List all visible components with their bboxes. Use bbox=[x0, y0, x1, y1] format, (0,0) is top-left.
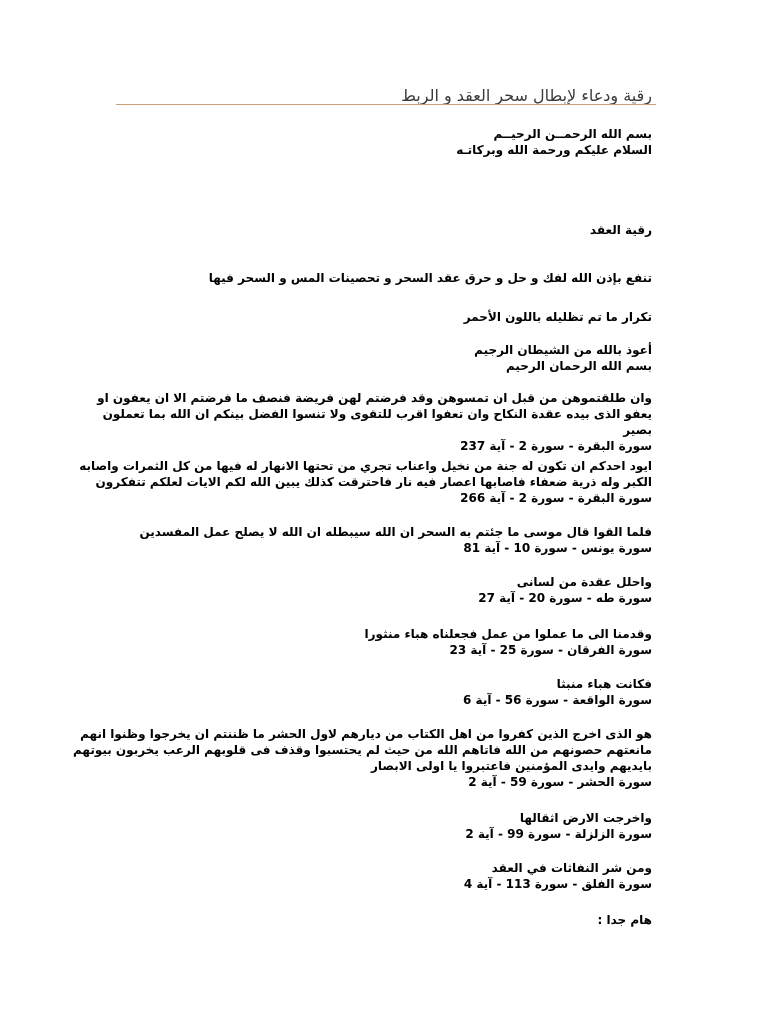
section-heading: رقية العقد bbox=[589, 223, 652, 237]
verse-block bbox=[112, 574, 652, 606]
verse-text: واخرجت الارض اثقالها bbox=[519, 811, 652, 825]
verse-text: هو الذى اخرج الذين كفروا من اهل الكتاب من ديارهم لاول الحشر ما ظننتم ان يخرجوا وظنوا انهم مانعتهم حصونهم من الله فاتاهم الله من حيث لم يحتسبوا وقذف فى قلوبهم الرعب يخربون بيوتهم بايديهم وايدى المؤمنين فاعتبروا يا اولى الابصار bbox=[72, 727, 652, 773]
salam-line: السلام عليكم ورحمة الله وبركاتـه bbox=[456, 143, 652, 157]
basmala-line: بسم الله الرحمــن الرحيــم bbox=[493, 127, 652, 141]
verse-reference: سورة الزلزلة - سورة 99 - آية 2 bbox=[465, 827, 652, 841]
verse-block bbox=[112, 626, 652, 658]
greeting-block bbox=[112, 126, 652, 158]
verse-text: ومن شر النفاثات في العقد bbox=[491, 861, 652, 875]
document-title: رقية ودعاء لإبطال سحر العقد و الربط bbox=[401, 86, 652, 105]
verse-reference: سورة البقرة - سورة 2 - آية 237 bbox=[460, 439, 652, 453]
verse-reference: سورة الفلق - سورة 113 - آية 4 bbox=[463, 877, 652, 891]
verse-text: فكانت هباء منبثا bbox=[556, 677, 652, 691]
verse-text: واحلل عقدة من لسانى bbox=[516, 575, 652, 589]
verse-block bbox=[112, 860, 652, 892]
verse-reference: سورة طه - سورة 20 - آية 27 bbox=[478, 591, 652, 605]
isti3adha-block bbox=[112, 342, 652, 374]
verse-text: فلما القوا قال موسى ما جئتم به السحر ان الله سيبطله ان الله لا يصلح عمل المفسدين bbox=[139, 525, 652, 539]
verse-block bbox=[112, 810, 652, 842]
closing-line: هام جدا : bbox=[597, 913, 652, 927]
verse-block bbox=[112, 676, 652, 708]
verse-reference: سورة يونس - سورة 10 - آية 81 bbox=[463, 541, 652, 555]
verse-reference: سورة الفرقان - سورة 25 - آية 23 bbox=[449, 643, 652, 657]
verse-reference: سورة الحشر - سورة 59 - آية 2 bbox=[468, 775, 652, 789]
basmala-second-line: بسم الله الرحمان الرحيم bbox=[505, 359, 652, 373]
verse-text: وقدمنا الى ما عملوا من عمل فجعلناه هباء منثورا bbox=[364, 627, 652, 641]
title-underline bbox=[116, 104, 656, 105]
verse-block bbox=[72, 390, 652, 454]
verse-reference: سورة البقرة - سورة 2 - آية 266 bbox=[460, 491, 652, 505]
verse-block bbox=[72, 726, 652, 790]
isti3adha-line: أعوذ بالله من الشيطان الرجيم bbox=[474, 343, 652, 357]
note-line: تكرار ما تم تظليله باللون الأحمر bbox=[463, 310, 652, 324]
verse-block bbox=[112, 524, 652, 556]
verse-text: وان طلقتموهن من قبل ان تمسوهن وقد فرضتم لهن فريضة فنصف ما فرضتم الا ان يعفون او يعفو الذى بيده عقدة النكاح وان تعفوا اقرب للتقوى ولا تنسوا الفضل بينكم ان الله بما تعملون بصير bbox=[97, 391, 652, 437]
verse-text: ايود احدكم ان تكون له جنة من نخيل واعناب تجري من تحتها الانهار له فيها من كل الثمرات واصابه الكبر وله ذرية ضعفاء فاصابها اعصار فيه نار فاحترقت كذلك يبين الله لكم الايات لعلكم تتفكرون bbox=[79, 459, 652, 489]
intro-line: تنفع بإذن الله لفك و حل و حرق عقد السحر و تحصينات المس و السحر فيها bbox=[208, 271, 652, 285]
verse-reference: سورة الواقعة - سورة 56 - آية 6 bbox=[463, 693, 652, 707]
verse-block bbox=[72, 458, 652, 506]
